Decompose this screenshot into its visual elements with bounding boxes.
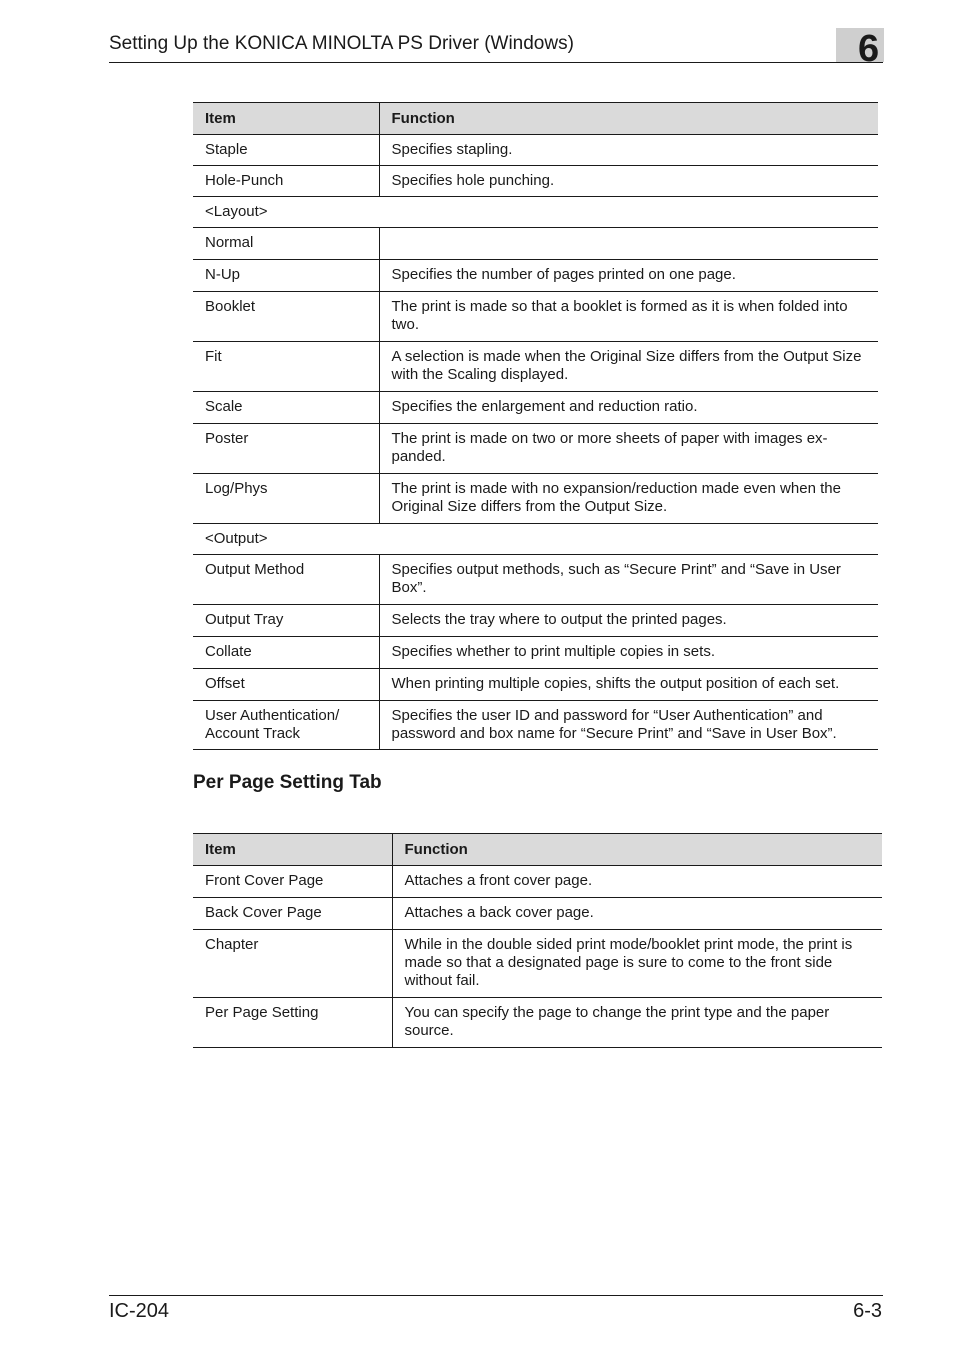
table-section-row xyxy=(193,524,878,555)
table-row xyxy=(193,392,878,424)
item-cell: Scale xyxy=(193,392,379,424)
table-row xyxy=(193,135,878,166)
table-row xyxy=(193,998,882,1048)
table-row xyxy=(193,669,878,701)
function-cell: The print is made so that a booklet is formed as it is when folded into two. xyxy=(379,292,878,342)
footer-page-number: 6-3 xyxy=(853,1300,882,1322)
column-header-item: Item xyxy=(193,103,379,135)
footer-divider xyxy=(109,1295,883,1296)
item-cell: User Authentication/ Account Track xyxy=(193,701,379,750)
item-cell: Front Cover Page xyxy=(193,866,392,898)
item-cell: Per Page Setting xyxy=(193,998,392,1048)
item-cell: Collate xyxy=(193,637,379,669)
item-cell: Back Cover Page xyxy=(193,898,392,930)
table-row xyxy=(193,605,878,637)
table-header-row xyxy=(193,103,878,135)
function-cell: Specifies output methods, such as “Secure Print” and “Save in User Box”. xyxy=(379,555,878,605)
header-divider xyxy=(109,62,883,63)
table-row xyxy=(193,166,878,197)
function-cell: When printing multiple copies, shifts the output position of each set. xyxy=(379,669,878,701)
function-cell: Selects the tray where to output the printed pages. xyxy=(379,605,878,637)
item-cell: Fit xyxy=(193,342,379,392)
function-cell: Specifies whether to print multiple copies in sets. xyxy=(379,637,878,669)
function-cell: While in the double sided print mode/booklet print mode, the print is made so that a designated page is sure to come to the front side without fail. xyxy=(392,930,882,998)
column-header-item: Item xyxy=(193,834,392,866)
table-row xyxy=(193,474,878,524)
function-cell: Specifies hole punching. xyxy=(379,166,878,197)
item-cell: Hole-Punch xyxy=(193,166,379,197)
table-row xyxy=(193,701,878,750)
item-cell: Chapter xyxy=(193,930,392,998)
table-section-row xyxy=(193,197,878,228)
function-cell: Specifies the user ID and password for “User Authentication” and password and box name for “Secure Print” and “Save in User Box”. xyxy=(379,701,878,750)
table-row xyxy=(193,930,882,998)
function-cell: Specifies the enlargement and reduction ratio. xyxy=(379,392,878,424)
function-cell: Specifies stapling. xyxy=(379,135,878,166)
function-cell: Specifies the number of pages printed on one page. xyxy=(379,260,878,292)
column-header-function: Function xyxy=(379,103,878,135)
item-cell: N-Up xyxy=(193,260,379,292)
table-row xyxy=(193,292,878,342)
function-cell: A selection is made when the Original Size differs from the Output Size with the Scaling displayed. xyxy=(379,342,878,392)
table-row xyxy=(193,898,882,930)
table-row xyxy=(193,228,878,260)
function-cell: The print is made on two or more sheets of paper with images ex-panded. xyxy=(379,424,878,474)
page-header-title: Setting Up the KONICA MINOLTA PS Driver (Windows) xyxy=(109,33,574,54)
table-row xyxy=(193,342,878,392)
section-label: <Output> xyxy=(193,524,878,555)
section-label: <Layout> xyxy=(193,197,878,228)
item-cell: Poster xyxy=(193,424,379,474)
item-cell: Offset xyxy=(193,669,379,701)
table-row xyxy=(193,637,878,669)
item-cell: Booklet xyxy=(193,292,379,342)
item-cell: Output Tray xyxy=(193,605,379,637)
section-heading: Per Page Setting Tab xyxy=(193,772,382,793)
table-row xyxy=(193,260,878,292)
footer-model: IC-204 xyxy=(109,1300,170,1322)
function-cell: The print is made with no expansion/reduction made even when the Original Size differs from the Output Size. xyxy=(379,474,878,524)
per-page-setting-table xyxy=(193,833,882,1048)
function-cell: Attaches a front cover page. xyxy=(392,866,882,898)
table-row xyxy=(193,555,878,605)
table-header-row xyxy=(193,834,882,866)
column-header-function: Function xyxy=(392,834,882,866)
table-row xyxy=(193,866,882,898)
item-cell: Log/Phys xyxy=(193,474,379,524)
print-functions-table xyxy=(193,102,878,750)
table-row xyxy=(193,424,878,474)
function-cell: You can specify the page to change the print type and the paper source. xyxy=(392,998,882,1048)
item-cell: Staple xyxy=(193,135,379,166)
chapter-number: 6 xyxy=(858,28,880,70)
function-cell: Attaches a back cover page. xyxy=(392,898,882,930)
function-cell xyxy=(379,228,878,260)
item-cell: Output Method xyxy=(193,555,379,605)
item-cell: Normal xyxy=(193,228,379,260)
